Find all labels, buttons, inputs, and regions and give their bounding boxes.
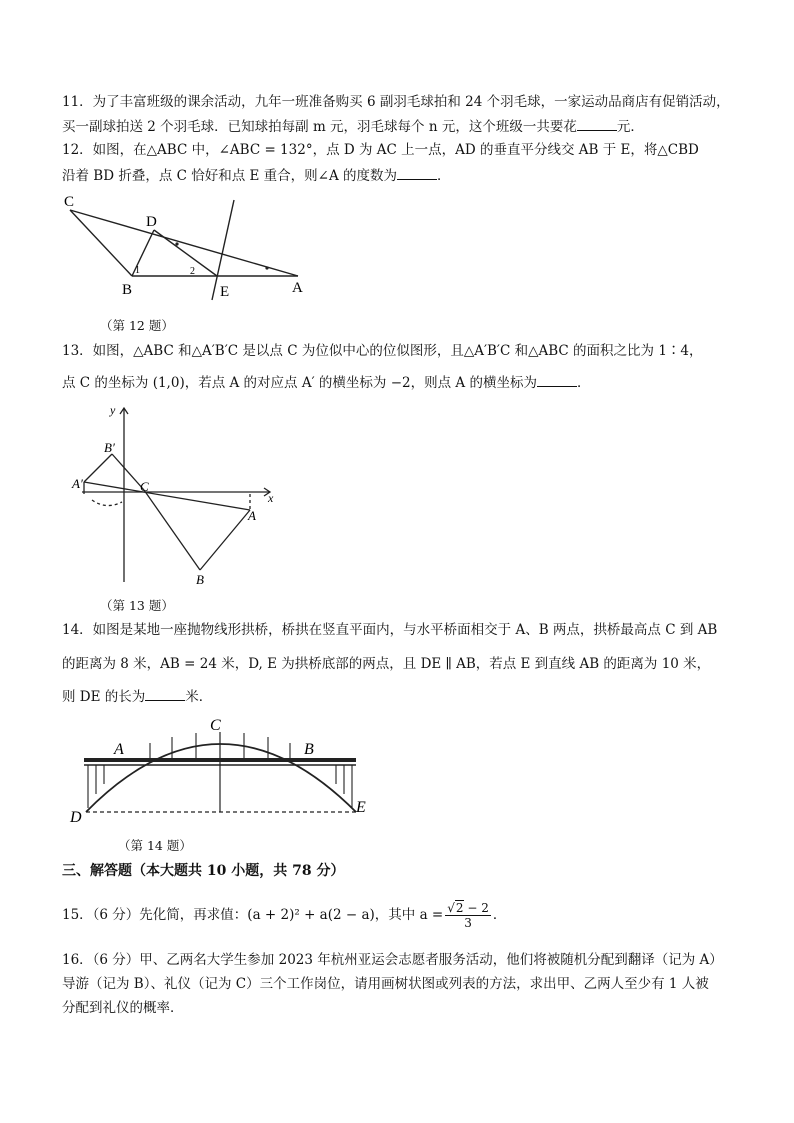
q14-label-C: C: [210, 717, 221, 734]
q12-angle2-label: 2: [190, 266, 195, 277]
q16-line3: 分配到礼仪的概率．: [62, 1000, 184, 1016]
q14-answer-blank[interactable]: [145, 686, 185, 701]
q12-segment-CB: [70, 210, 132, 276]
q15-numerator-tail: − 2: [463, 901, 489, 915]
q12-tail: ．: [437, 168, 451, 184]
q14-label-A: A: [114, 741, 124, 758]
q14-text: 则 DE 的长为: [62, 689, 146, 705]
q12-tick-mark: [175, 242, 178, 245]
q12-answer-blank[interactable]: [397, 165, 437, 180]
q12-line2: [62, 165, 734, 186]
q15-denominator: 3: [464, 916, 472, 930]
q11-answer-blank[interactable]: [577, 116, 617, 131]
q14-line1: 14．如图是某地一座抛物线形拱桥，桥拱在竖直平面内，与水平桥面相交于 A、B 两点，拱桥最高点 C 到 AB: [62, 622, 718, 638]
q14-label-D: D: [70, 809, 82, 824]
q13-segment-BA: [200, 510, 250, 570]
q15-text: 15．（6 分）先化简，再求值：(a + 2)² + a(2 − a)，其中 a =: [62, 907, 444, 923]
q13-label-Ap: A′: [72, 476, 83, 491]
q13-segment-ApBp: [84, 454, 112, 482]
q13-figure: [64, 402, 284, 590]
q12-label-E: E: [220, 284, 230, 300]
q13-answer-blank[interactable]: [537, 372, 577, 387]
q15-radicand: 2: [455, 901, 464, 915]
q11-line1: 11．为了丰富班级的课余活动，九年一班准备购买 6 副羽毛球拍和 24 个羽毛球，一家运动品商店有促销活动，: [62, 94, 730, 110]
q12-line1: 12．如图，在△ABC 中，∠ABC = 132°，点 D 为 AC 上一点，AD 的垂直平分线交 AB 于 E，将△CBD: [62, 142, 699, 158]
q11-tail: 元．: [616, 119, 644, 135]
q12-angle1-label: 1: [135, 265, 140, 276]
q11-text: 买一副球拍送 2 个羽毛球．已知球拍每副 m 元，羽毛球每个 n 元，这个班级一共要花: [62, 119, 577, 135]
q16-line1: 16．（6 分）甲、乙两名大学生参加 2023 年杭州亚运会志愿者服务活动，他们将被随机分配到翻译（记为 A）: [62, 952, 723, 968]
section-3-heading: 三、解答题（本大题共 10 小题，共 78 分）: [62, 863, 345, 879]
q12-caption: （第 12 题）: [100, 318, 174, 333]
q14-line2: 的距离为 8 米，AB = 24 米，D, E 为拱桥底部的两点，且 DE ∥ AB，若点 E 到直线 AB 的距离为 10 米，: [62, 656, 711, 672]
q13-dashed-arc: [92, 500, 122, 506]
q12-text: 沿着 BD 折叠，点 C 恰好和点 E 重合，则∠A 的度数为: [62, 168, 398, 184]
q12-label-B: B: [122, 282, 133, 298]
q13-line1: 13．如图，△ABC 和△A′B′C 是以点 C 为位似中心的位似图形，且△A′B′C 和△ABC 的面积之比为 1∶4，: [62, 343, 703, 359]
q13-segment-CB: [144, 490, 200, 570]
q16-line2: 导游（记为 B）、礼仪（记为 C）三个工作岗位，请用画树状图或列表的方法，求出甲、乙两人至少有 1 人被: [62, 976, 709, 992]
q14-arch: [86, 744, 356, 812]
q13-label-A: A: [248, 508, 256, 523]
q14-figure: [64, 712, 376, 824]
q13-label-B: B: [196, 572, 204, 587]
q12-label-C: C: [64, 194, 75, 210]
q15-numerator: √2 − 2: [447, 901, 489, 915]
q11-line2: [62, 116, 734, 137]
q15-fraction: [445, 901, 491, 930]
q15-tail: ．: [492, 907, 507, 923]
q12-segment-CA: [70, 210, 298, 276]
q14-label-E: E: [356, 799, 366, 816]
q12-segment-DE: [154, 230, 217, 276]
q13-tail: ．: [576, 375, 591, 391]
q14-tail: 米．: [185, 689, 213, 705]
q13-label-C: C: [140, 479, 149, 494]
q13-caption: （第 13 题）: [100, 598, 174, 613]
q13-label-Bp: B′: [104, 440, 115, 455]
q13-label-x: x: [268, 491, 274, 505]
q13-text: 点 C 的坐标为 (1,0)，若点 A 的对应点 A′ 的横坐标为 −2，则点 A 的横坐标为: [62, 375, 537, 391]
q14-label-B: B: [304, 741, 314, 758]
q12-angle-mark: [265, 266, 268, 269]
q12-label-D: D: [146, 214, 157, 230]
q13-line2: [62, 372, 734, 393]
q12-label-A: A: [292, 280, 303, 296]
q14-line3: [62, 686, 734, 707]
q12-figure: [62, 192, 312, 302]
q15-line: [62, 900, 734, 930]
q13-label-y: y: [110, 403, 116, 417]
q14-caption: （第 14 题）: [118, 838, 192, 853]
